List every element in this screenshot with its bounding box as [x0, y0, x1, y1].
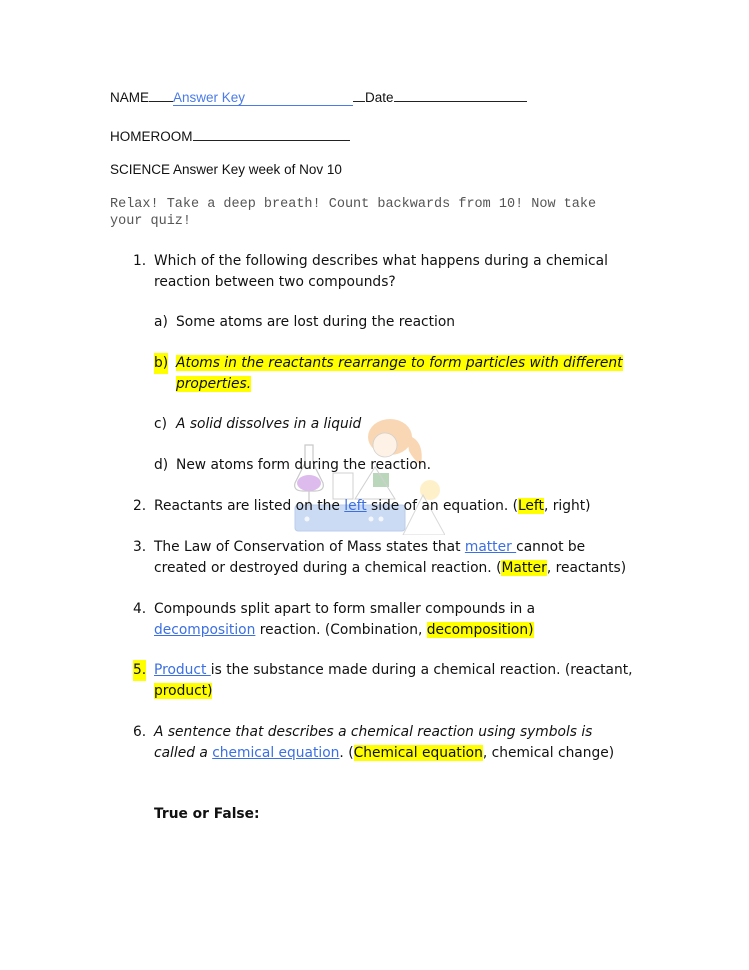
question-text: Compounds split apart to form smaller compounds in a — [154, 601, 536, 617]
question-number: 3. — [133, 539, 147, 555]
name-field[interactable] — [173, 90, 353, 106]
correct-choice-highlight: Left — [517, 498, 544, 514]
question-text: cannot be created or destroyed during a chemical reaction. ( — [154, 539, 586, 576]
answer-link[interactable]: chemical equation — [212, 745, 340, 761]
name-date-line — [110, 89, 527, 106]
question-number: 6. — [133, 724, 147, 740]
option-letter: d) — [154, 457, 169, 473]
date-field[interactable] — [394, 89, 527, 102]
homeroom-line — [110, 128, 350, 144]
question-2 — [133, 496, 633, 517]
homeroom-label: HOMEROOM — [110, 129, 193, 144]
question-number: 1. — [133, 253, 147, 269]
question-number: 5. — [133, 660, 146, 681]
name-blank-tail — [353, 89, 365, 102]
option-letter: c) — [154, 416, 167, 432]
question-text: side of an equation. ( — [366, 498, 518, 514]
question-text: The Law of Conservation of Mass states that — [154, 539, 465, 555]
question-4 — [133, 599, 633, 641]
option-letter: a) — [154, 314, 168, 330]
option-c — [154, 414, 634, 435]
question-3 — [133, 537, 633, 579]
question-1 — [133, 251, 633, 293]
correct-choice-highlight: Matter — [501, 560, 547, 576]
page-title: SCIENCE Answer Key week of Nov 10 — [110, 162, 342, 177]
date-label: Date — [365, 90, 394, 105]
question-6 — [133, 722, 633, 764]
option-letter: b) — [154, 353, 168, 374]
name-blank-lead — [149, 89, 173, 102]
option-text: A solid dissolves in a liquid — [176, 416, 362, 432]
option-text: New atoms form during the reaction. — [176, 457, 431, 473]
answer-link[interactable]: decomposition — [154, 622, 256, 638]
question-text: Which of the following describes what happens during a chemical reaction between two compounds? — [154, 253, 608, 290]
name-label: NAME — [110, 90, 150, 105]
correct-choice-highlight: decomposition) — [426, 622, 534, 638]
option-text-highlighted: Atoms in the reactants rearrange to form particles with different properties. — [176, 355, 623, 392]
question-number: 2. — [133, 498, 147, 514]
question-number: 4. — [133, 601, 147, 617]
section-heading-true-false: True or False: — [154, 806, 260, 822]
option-d — [154, 455, 634, 476]
intro-text: Relax! Take a deep breath! Count backwards from 10! Now take your quiz! — [110, 197, 597, 229]
answer-link[interactable]: Product — [154, 662, 211, 678]
option-b-correct — [154, 353, 634, 395]
question-text: A sentence that describes a chemical reaction using symbols is called a — [154, 724, 593, 761]
question-5 — [133, 660, 633, 702]
question-text: , right) — [543, 498, 591, 514]
answer-link[interactable]: matter — [464, 539, 517, 555]
option-a — [154, 312, 634, 333]
question-text: is the substance made during a chemical reaction. (reactant, — [210, 662, 633, 678]
question-text: , reactants) — [546, 560, 627, 576]
question-text: Reactants are listed on the — [154, 498, 345, 514]
correct-choice-highlight: product) — [154, 683, 213, 699]
name-value: Answer Key — [173, 90, 246, 105]
answer-link[interactable]: left — [344, 498, 367, 514]
question-text: reaction. (Combination, — [255, 622, 427, 638]
correct-choice-highlight: Chemical equation — [353, 745, 483, 761]
option-text: Some atoms are lost during the reaction — [176, 314, 456, 330]
question-text: , chemical change) — [482, 745, 615, 761]
question-text: . ( — [339, 745, 354, 761]
homeroom-field[interactable] — [193, 128, 350, 141]
